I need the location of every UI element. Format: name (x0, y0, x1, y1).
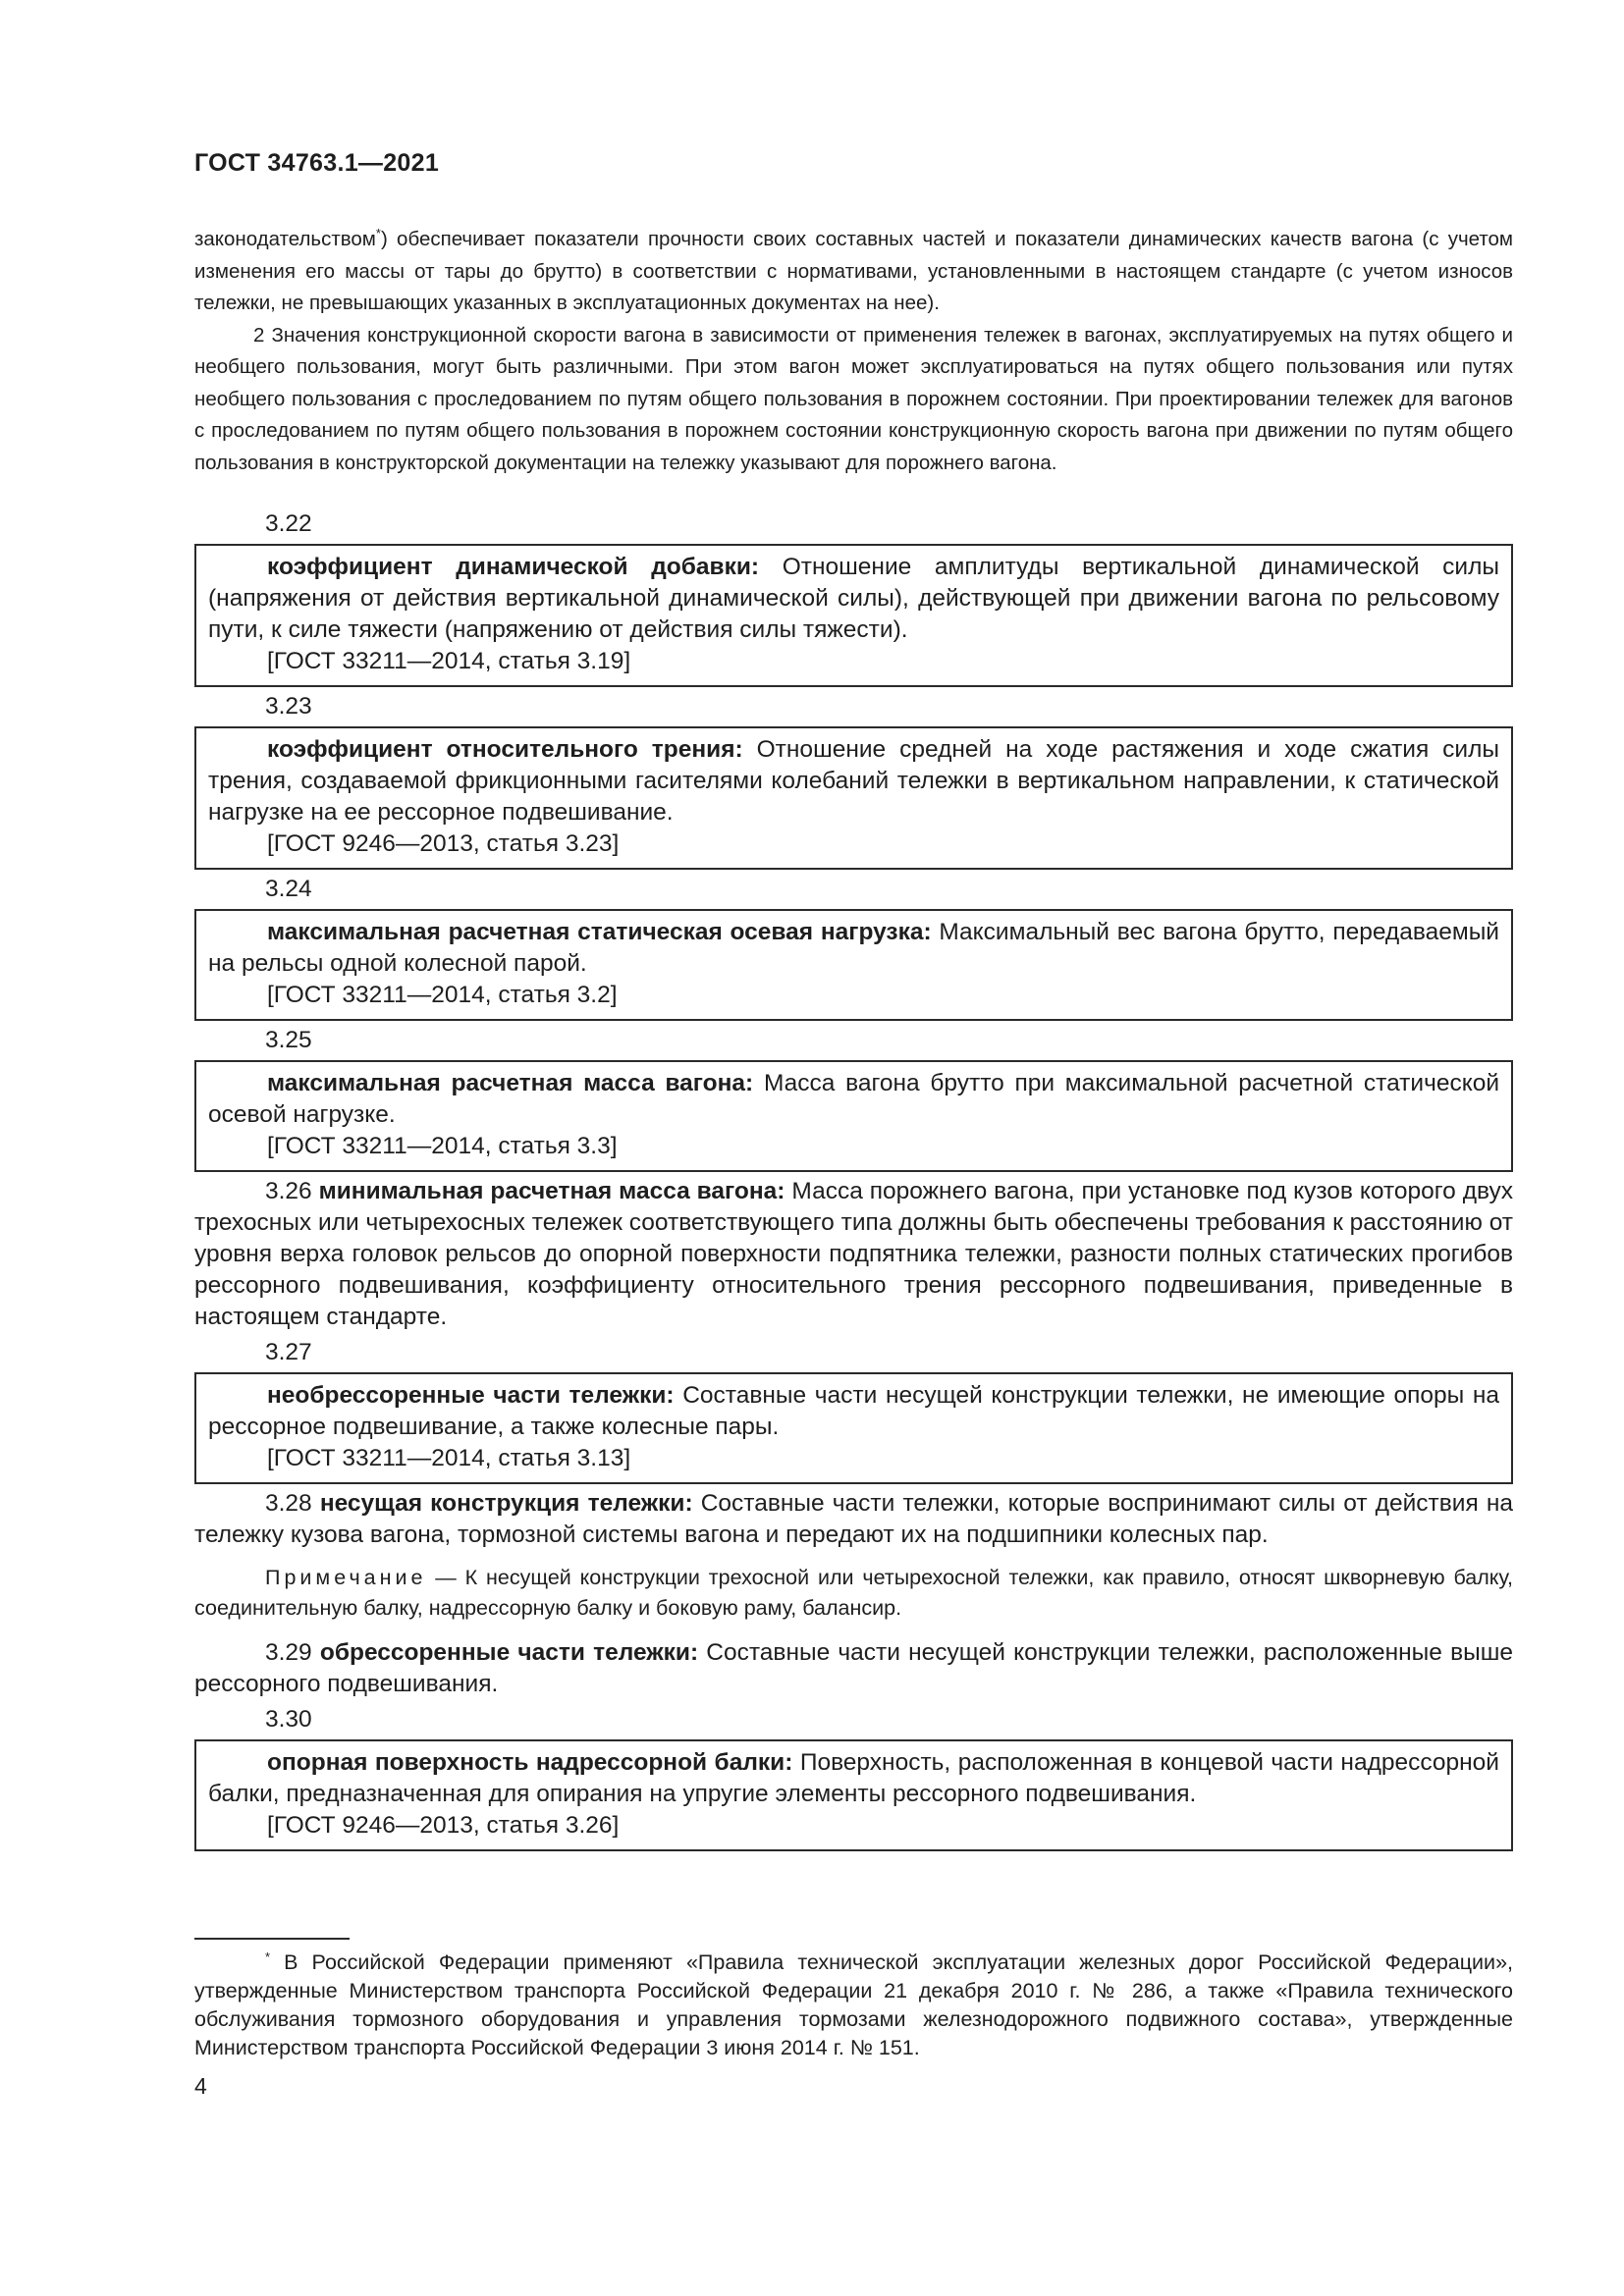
term-source: [ГОСТ 9246—2013, статья 3.23] (267, 830, 620, 857)
term-name: несущая конструкция тележки: (319, 1490, 693, 1517)
term-box-3-24 (194, 909, 1513, 1021)
footnote-marker: * (375, 226, 381, 241)
term-definition: коэффициент динамической добавки: Отношение амплитуды вертикальной динамической силы (напряжения от действия вертикальной динамической силы), действующей при движении вагона по рельсовому пути, к силе тяжести (напряжению от действия силы тяжести). (208, 554, 1499, 643)
terms-section (194, 508, 1513, 1855)
term-name: коэффициент динамической добавки: (267, 554, 760, 580)
term-name: обрессоренные части тележки: (319, 1639, 699, 1666)
intro-paragraph-1: законодательством*) обеспечивает показатели прочности своих составных частей и показатели динамических качеств вагона (с учетом изменения его массы от тары до брутто) в соответствии с нормативами, установленными в настоящем стандарте (с учетом износов тележки, не превышающих указанных в эксплуатационных документах на нее). (194, 226, 1513, 314)
term-definition: опорная поверхность надрессорной балки: Поверхность, расположенная в концевой части надрессорной балки, предназначенная для опирания на упругие элементы рессорного подвешивания. (208, 1749, 1499, 1807)
page-number: 4 (194, 2073, 207, 2099)
note-label: Примечание (265, 1566, 427, 1589)
note-paragraph: Примечание — К несущей конструкции трехосной или четырехосной тележки, как правило, относят шкворневую балку, соединительную балку, надрессорную балку и боковую раму, балансир. (194, 1566, 1513, 1620)
footnote-divider (194, 1938, 350, 1940)
term-number-3-22: 3.22 (265, 510, 312, 537)
term-name: коэффициент относительного трения: (267, 736, 743, 763)
term-paragraph-3-29: 3.29 обрессоренные части тележки: Составные части несущей конструкции тележки, расположенные выше рессорного подвешивания. (194, 1639, 1513, 1697)
term-source: [ГОСТ 33211—2014, статья 3.3] (267, 1133, 618, 1159)
intro-paragraph-2: 2 Значения конструкционной скорости вагона в зависимости от применения тележек в вагонах, эксплуатируемых на путях общего и необщего пользования, могут быть различными. При этом вагон может эксплуатироваться на путях общего пользования или путях необщего пользования с проследованием по путям общего пользования в порожнем состоянии. При проектировании тележек для вагонов с проследованием по путям общего пользования в порожнем состоянии конструкционную скорость вагона при движении по путям общего пользования в конструкторской документации на тележку указывают для порожнего вагона. (194, 323, 1513, 474)
term-number-3-24: 3.24 (265, 876, 312, 902)
intro-text (194, 224, 1513, 479)
footnote-marker: * (265, 1949, 271, 1964)
term-source: [ГОСТ 33211—2014, статья 3.19] (267, 648, 631, 674)
term-definition: максимальная расчетная статическая осевая нагрузка: Максимальный вес вагона брутто, передаваемый на рельсы одной колесной парой. (208, 919, 1499, 977)
term-name: максимальная расчетная статическая осевая нагрузка: (267, 919, 932, 945)
term-box-3-27 (194, 1372, 1513, 1484)
term-source: [ГОСТ 33211—2014, статья 3.13] (267, 1445, 631, 1471)
term-definition: максимальная расчетная масса вагона: Масса вагона брутто при максимальной расчетной статической осевой нагрузке. (208, 1070, 1500, 1128)
term-paragraph-3-26: 3.26 минимальная расчетная масса вагона: Масса порожнего вагона, при установке под кузов которого двух трехосных или четырехосных тележек соответствующего типа должны быть обеспечены требования к расстоянию от уровня верха головок рельсов до опорной поверхности подпятника тележки, разности полных статических прогибов рессорного подвешивания, коэффициенту относительного трения рессорного подвешивания, приведенные в настоящем стандарте. (194, 1178, 1513, 1330)
term-definition: коэффициент относительного трения: Отношение средней на ходе растяжения и ходе сжатия силы трения, создаваемой фрикционными гасителями колебаний тележки в вертикальном направлении, к статической нагрузке на ее рессорное подвешивание. (208, 736, 1500, 826)
term-number-3-30: 3.30 (265, 1706, 312, 1733)
footnote: * В Российской Федерации применяют «Правила технической эксплуатации железных дорог Российской Федерации», утвержденные Министерством транспорта Российской Федерации 21 декабря 2010 г. № 286, а также «Правила технического обслуживания тормозного оборудования и управления тормозами железнодорожного подвижного состава», утвержденные Министерством транспорта Российской Федерации 3 июня 2014 г. № 151. (194, 1949, 1513, 2059)
page-header: ГОСТ 34763.1—2021 (194, 149, 440, 177)
term-box-3-23 (194, 726, 1513, 870)
term-number-3-23: 3.23 (265, 693, 312, 720)
term-definition: необрессоренные части тележки: Составные части несущей конструкции тележки, не имеющие опоры на рессорное подвешивание, а также колесные пары. (208, 1382, 1499, 1440)
term-box-3-30 (194, 1739, 1513, 1851)
term-name: необрессоренные части тележки: (267, 1382, 675, 1409)
term-box-3-22 (194, 544, 1513, 687)
term-name: опорная поверхность надрессорной балки: (267, 1749, 793, 1776)
term-source: [ГОСТ 33211—2014, статья 3.2] (267, 982, 618, 1008)
term-box-3-25 (194, 1060, 1513, 1172)
term-name: максимальная расчетная масса вагона: (267, 1070, 754, 1096)
term-paragraph-3-28: 3.28 несущая конструкция тележки: Составные части тележки, которые воспринимают силы от действия на тележку кузова вагона, тормозной системы вагона и передают их на подшипники колесных пар. (194, 1490, 1513, 1548)
term-number-3-25: 3.25 (265, 1027, 312, 1053)
term-source: [ГОСТ 9246—2013, статья 3.26] (267, 1812, 620, 1839)
term-name: минимальная расчетная масса вагона: (318, 1178, 785, 1204)
term-number-3-27: 3.27 (265, 1339, 312, 1365)
